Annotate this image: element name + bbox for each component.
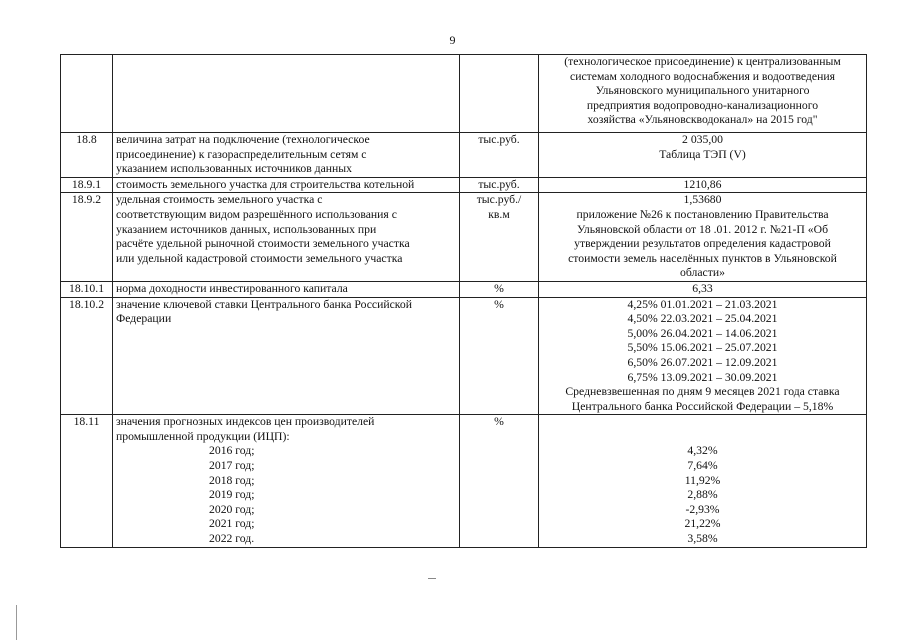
index-value: 11,92% — [684, 473, 721, 487]
unit: % — [460, 281, 539, 297]
value: 6,33 — [539, 281, 867, 297]
index-value: -2,93% — [685, 502, 720, 516]
table-row — [61, 297, 867, 415]
index-value: 2,88% — [687, 488, 718, 502]
rate-period-line: 5,00% 26.04.2021 – 14.06.2021 — [627, 326, 778, 340]
table-row — [61, 415, 867, 547]
year-label: 2021 год; — [209, 517, 255, 531]
description-line: величина затрат на подключение (технологическое — [116, 133, 370, 146]
row-number: 18.9.2 — [61, 193, 113, 282]
value-line: Ульяновской области от 18 .01. 2012 г. №21-П «Об — [576, 222, 829, 236]
description-cell — [113, 133, 460, 178]
value-cell — [539, 415, 867, 547]
year-label: 2020 год; — [209, 502, 255, 516]
value-cell — [539, 55, 867, 133]
year-label: 2019 год; — [209, 488, 255, 502]
value-line: 1,53680 — [683, 193, 722, 207]
description-line: удельная стоимость земельного участка с — [116, 193, 323, 207]
unit: % — [460, 297, 539, 415]
value-line: системам холодного водоснабжения и водоотведения — [570, 69, 835, 83]
description-cell — [113, 193, 460, 282]
value-line: утверждении результатов определения кадастровой — [574, 237, 831, 251]
value-spacer — [542, 415, 863, 430]
page-number: 9 — [449, 33, 456, 47]
rate-period-line: 4,25% 01.01.2021 – 21.03.2021 — [627, 297, 778, 311]
value-cell — [539, 193, 867, 282]
description-cell — [113, 297, 460, 415]
value-line: Ульяновского муниципального унитарного — [595, 84, 810, 98]
value-line: хозяйства «Ульяновскводоканал» на 2015 год" — [587, 113, 818, 127]
year-label: 2017 год; — [209, 459, 255, 473]
unit-line: кв.м — [488, 207, 510, 221]
footer-dash — [428, 578, 436, 579]
year-label: 2022 год. — [209, 532, 255, 546]
description-line: норма доходности инвестированного капитала — [116, 281, 348, 295]
description-line: Федерации — [116, 312, 172, 326]
description-line: значения прогнозных индексов цен производителей — [116, 415, 375, 429]
value-cell — [539, 297, 867, 415]
unit: тыс.руб. — [460, 177, 539, 193]
table-row — [61, 55, 867, 133]
description-line: расчёте удельной рыночной стоимости земельного участка — [116, 237, 410, 251]
description-cell — [113, 415, 460, 547]
table-row — [61, 281, 867, 297]
description-line: стоимость земельного участка для строительства котельной — [116, 177, 415, 191]
rate-period-line: 6,50% 26.07.2021 – 12.09.2021 — [627, 355, 778, 369]
value: 1210,86 — [539, 177, 867, 193]
index-value: 21,22% — [684, 517, 721, 531]
description-line: промышленной продукции (ИЦП): — [116, 429, 290, 443]
description — [113, 177, 460, 193]
row-number: 18.9.1 — [61, 177, 113, 193]
unit-cell — [460, 193, 539, 282]
weighted-rate-line: Средневзвешенная по дням 9 месяцев 2021 года ставка — [565, 385, 840, 399]
description-line: значение ключевой ставки Центрального банка Российской — [116, 297, 412, 311]
index-value: 4,32% — [687, 444, 718, 458]
unit-line: тыс.руб./ — [476, 193, 522, 207]
value-cell — [539, 133, 867, 178]
year-label: 2018 год; — [209, 473, 255, 487]
rate-period-line: 4,50% 22.03.2021 – 25.04.2021 — [627, 312, 778, 326]
unit-cell — [460, 55, 539, 133]
table-row — [61, 193, 867, 282]
table-row — [61, 133, 867, 178]
description-line: присоединение) к газораспределительным сетям с — [116, 147, 367, 161]
margin-scan-line — [16, 605, 17, 640]
parameters-table — [60, 54, 867, 548]
value-line: Таблица ТЭП (V) — [659, 147, 746, 161]
description-cell — [113, 55, 460, 133]
value-line: стоимости земель населённых пунктов в Ульяновской — [568, 251, 837, 265]
row-number: 18.8 — [61, 133, 113, 178]
value-line: 2 035,00 — [682, 133, 723, 146]
value-line: (технологическое присоединение) к централизованным — [564, 55, 841, 68]
description-line: соответствующим видом разрешённого использования с — [116, 207, 397, 221]
unit: % — [460, 415, 539, 547]
row-number: 18.11 — [61, 415, 113, 547]
value-spacer — [542, 430, 863, 445]
row-number: 18.10.2 — [61, 297, 113, 415]
rate-period-line: 6,75% 13.09.2021 – 30.09.2021 — [627, 370, 778, 384]
unit: тыс.руб. — [460, 133, 539, 178]
year-label: 2016 год; — [209, 444, 255, 458]
description-line: указанием использованных источников данных — [116, 162, 353, 176]
index-value: 3,58% — [687, 532, 718, 546]
value-line: предприятия водопроводно-канализационного — [586, 98, 819, 112]
table-row — [61, 177, 867, 193]
rate-period-line: 5,50% 15.06.2021 – 25.07.2021 — [627, 341, 778, 355]
description-line: или удельной кадастровой стоимости земельного участка — [116, 251, 403, 265]
row-number: 18.10.1 — [61, 281, 113, 297]
weighted-rate-line: Центрального банка Российской Федерации – 5,18% — [571, 399, 834, 413]
row-number-cell — [61, 55, 113, 133]
value-line: приложение №26 к постановлению Правительства — [576, 207, 829, 221]
index-value: 7,64% — [687, 459, 718, 473]
description — [113, 281, 460, 297]
value-line: области» — [680, 266, 725, 280]
description-line: указанием источников данных, использованных при — [116, 222, 377, 236]
